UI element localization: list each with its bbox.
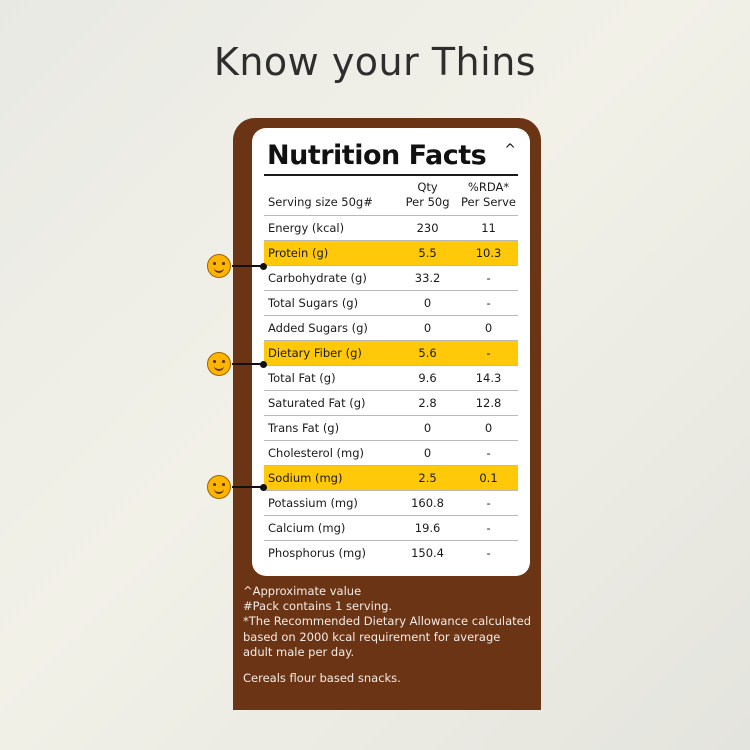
nutrient-rda: 10.3: [457, 241, 518, 266]
nutrient-qty: 5.5: [396, 241, 457, 266]
nutrient-rda: -: [457, 491, 518, 516]
nutrient-rda: -: [457, 441, 518, 466]
table-row: [264, 341, 518, 366]
caret-footnote-marker: ^: [504, 142, 516, 158]
nutrient-name: Protein (g): [264, 241, 396, 266]
nutrient-rda: -: [486, 546, 491, 561]
table-row: [264, 541, 518, 566]
table-row: [264, 316, 518, 341]
nutrient-rda: 0: [457, 316, 518, 341]
table-row: [264, 241, 518, 266]
nutrient-qty: 160.8: [396, 491, 457, 516]
nutrient-rda: 0.1: [457, 466, 518, 491]
smiley-face-icon: [207, 352, 231, 376]
table-row: [264, 291, 518, 316]
serving-size-label: Serving size 50g#: [264, 176, 396, 215]
table-row: [264, 216, 518, 241]
table-row: [264, 266, 518, 291]
nutrient-name: Added Sugars (g): [264, 316, 396, 341]
footnote-pack-servings: #Pack contains 1 serving.: [243, 599, 393, 614]
nutrient-name: Energy (kcal): [264, 216, 396, 241]
nutrient-rda: -: [457, 266, 518, 291]
nutrient-name: Dietary Fiber (g): [264, 341, 396, 366]
nutrient-qty: 0: [396, 441, 457, 466]
footnotes: [243, 584, 533, 686]
nutrient-name: Saturated Fat (g): [264, 391, 396, 416]
footnote-rda-basis: *The Recommended Dietary Allowance calculated based on 2000 kcal requirement for average adult male per day.: [243, 614, 532, 659]
footnote-approximate-value: ^Approximate value: [243, 584, 362, 598]
leader-dot: [260, 263, 267, 270]
nutrient-name: Potassium (mg): [264, 491, 396, 516]
nutrient-qty: 2.8: [396, 391, 457, 416]
nutrient-rda: 0: [457, 416, 518, 441]
leader-line: [232, 265, 262, 267]
table-row: [264, 391, 518, 416]
nutrient-qty: 9.6: [396, 366, 457, 391]
nutrient-rda: -: [457, 516, 518, 541]
nutrient-qty: 150.4: [411, 546, 445, 561]
nutrient-rda: 14.3: [457, 366, 518, 391]
leader-dot: [260, 361, 267, 368]
nutrient-qty: 0: [396, 291, 457, 316]
nutrient-name: Sodium (mg): [264, 466, 396, 491]
nutrient-name: Total Fat (g): [264, 366, 396, 391]
nutrient-qty: 19.6: [396, 516, 457, 541]
footnote-product-category: Cereals flour based snacks.: [243, 670, 401, 685]
nutrient-qty: 5.6: [396, 341, 457, 366]
smiley-face-icon: [207, 475, 231, 499]
callout-marker-sodium: [207, 476, 267, 498]
nutrient-qty: 0: [396, 416, 457, 441]
nutrition-facts-heading: Nutrition Facts: [267, 140, 487, 171]
table-row: [264, 491, 518, 516]
leader-line: [232, 486, 262, 488]
qty-header-line1: Qty: [417, 180, 438, 195]
smiley-face-icon: [207, 254, 231, 278]
leader-dot: [260, 484, 267, 491]
table-row: [264, 416, 518, 441]
nutrient-name: Trans Fat (g): [264, 416, 396, 441]
nutrition-table: [264, 176, 518, 565]
table-header-row: [264, 176, 518, 215]
callout-marker-dietary-fiber: [207, 353, 267, 375]
nutrient-rda: -: [457, 291, 518, 316]
callout-marker-protein: [207, 255, 267, 277]
nutrient-name: Carbohydrate (g): [264, 266, 396, 291]
rda-header-line1: %RDA*: [467, 180, 510, 195]
table-row: [264, 466, 518, 491]
nutrient-qty: 0: [396, 316, 457, 341]
nutrient-qty: 230: [396, 216, 457, 241]
table-row: [264, 366, 518, 391]
table-row: [264, 516, 518, 541]
nutrient-qty: 2.5: [396, 466, 457, 491]
nutrient-rda: 11: [457, 216, 518, 241]
leader-line: [232, 363, 262, 365]
nutrient-rda: 12.8: [457, 391, 518, 416]
nutrient-name: Phosphorus (mg): [268, 546, 367, 561]
nutrient-name: Cholesterol (mg): [264, 441, 396, 466]
nutrient-name: Calcium (mg): [264, 516, 396, 541]
qty-column-header: [396, 176, 457, 215]
qty-header-line2: Per 50g: [405, 194, 450, 209]
table-row: [264, 441, 518, 466]
nutrient-name: Total Sugars (g): [264, 291, 396, 316]
rda-column-header: [457, 176, 518, 215]
rda-header-line2: Per Serve: [461, 194, 516, 209]
page-title: Know your Thins: [213, 40, 537, 84]
nutrient-qty: 33.2: [396, 266, 457, 291]
nutrient-rda: -: [457, 341, 518, 366]
nutrition-facts-card: [252, 128, 530, 576]
nutrition-table-body: [264, 176, 518, 565]
